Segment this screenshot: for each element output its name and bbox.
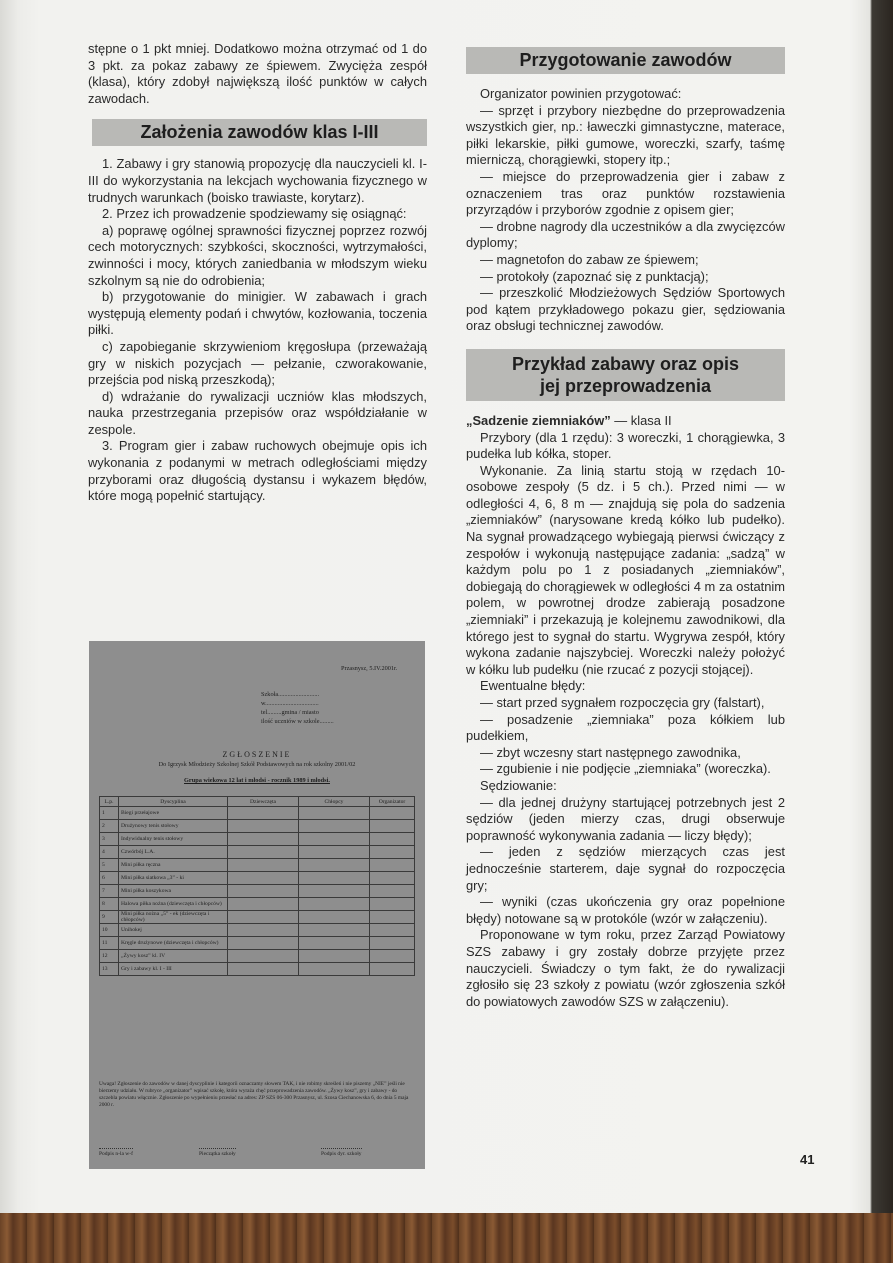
form-field: ilość uczniów w szkole......... <box>261 718 334 725</box>
cell-no: 11 <box>100 937 119 950</box>
cell-discipline: Mini piłka nożna „5” - ek (dziewczęta i chłopców) <box>119 911 228 924</box>
organizer-item: — magnetofon do zabaw ze śpiewem; <box>480 251 699 267</box>
table-row <box>100 846 415 859</box>
cell-discipline: Mini piłka koszykowa <box>119 885 228 898</box>
cell-no: 12 <box>100 950 119 963</box>
cell-no: 4 <box>100 846 119 859</box>
form-school-stamp: Pieczątka szkoły <box>199 1148 236 1158</box>
form-field: w.................................. <box>261 700 319 707</box>
cell-discipline: Halowa piłka nożna (dziewczęta i chłopców) <box>119 898 228 911</box>
intro-paragraph: stępne o 1 pkt mniej. Dodatkowo można otrzymać od 1 do 3 pkt. za pokaz zabawy ze śpiewem. Zwycięża zespół (klasa), który zdobył największą ilość punktów w całych zawodach. <box>88 41 427 106</box>
cell-no: 6 <box>100 872 119 885</box>
left-column <box>88 41 427 505</box>
table-row <box>100 833 415 846</box>
game-paragraph: — dla jednej drużyny startującej potrzebnych jest 2 sędziów (jeden mierzy czas, drugi obserwuje poprawność wykonywania zadania — liczy błędy); <box>466 794 785 843</box>
table-row <box>100 872 415 885</box>
table-row <box>100 937 415 950</box>
cell-no: 13 <box>100 963 119 976</box>
table-row <box>100 924 415 937</box>
wooden-table-edge <box>0 1213 893 1263</box>
table-row <box>100 898 415 911</box>
cell-discipline: Gry i zabawy kl. I - III <box>119 963 228 976</box>
form-title: ZGŁOSZENIE <box>222 750 292 759</box>
form-table-header <box>100 797 415 807</box>
form-signature-teacher: Podpis n-la w-f <box>99 1148 133 1158</box>
cell-discipline: Kręgle drużynowe (dziewczęta i chłopców) <box>119 937 228 950</box>
preparation-heading: Przygotowanie zawodów <box>466 47 785 74</box>
cell-discipline: Unihokej <box>119 924 228 937</box>
cell-discipline: Biegi przełajowe <box>119 807 228 820</box>
game-paragraph: — zgubienie i nie podjęcie „ziemniaka” (woreczka). <box>480 761 771 777</box>
form-age-group: Grupa wiekowa 12 lat i młodsi - rocznik 1989 i młodsi. <box>184 777 330 784</box>
form-subtitle: Do Igrzysk Młodzieży Szkolnej Szkół Podstawowych na rok szkolny 2001/02 <box>158 761 356 768</box>
game-paragraph: — zbyt wczesny start następnego zawodnika, <box>480 744 741 760</box>
form-field: Szkoła.......................... <box>261 691 320 698</box>
game-paragraph: Proponowane w tym roku, przez Zarząd Powiatowy SZS zabawy i gry zostały dobrze przyjęte przez nauczycieli. Świadczy o tym fakt, że do rywalizacji zgłosiło się 23 szkoły z powiatu (wzór zgłoszenia szkół do powiatowych zawodów SZS w załączeniu). <box>466 927 785 1009</box>
col-header: L.p. <box>100 797 119 807</box>
entry-form-scan <box>89 641 425 1169</box>
assumption-paragraph: d) wdrażanie do rywalizacji uczniów klas młodszych, nauka przestrzegania przepisów oraz współdziałanie w zespole. <box>88 388 427 437</box>
cell-discipline: Mini piłka siatkowa „3” - ki <box>119 872 228 885</box>
game-paragraph: Przybory (dla 1 rzędu): 3 woreczki, 1 chorągiewka, 3 pudełka lub kółka, stoper. <box>466 429 785 462</box>
game-title-line <box>466 413 785 430</box>
form-place-date: Przasnysz, 5.IV.2001r. <box>341 665 398 672</box>
assumption-paragraph: 3. Program gier i zabaw ruchowych obejmuje opis ich wykonania z podanymi w metrach odległościami między przyborami oraz długością dystansu i wykazem błędów, które mogą popełnić startujący. <box>88 438 427 504</box>
form-table <box>99 796 415 976</box>
form-notes: Uwaga! Zgłoszenie do zawodów w danej dyscyplinie i kategorii oznaczamy słowem TAK, i nie robimy skreśleń i nie piszemy „NIE” jeśli nie bierzemy udziału. W rubryce „organizator” wpisać szkołę, która wyraża chęć przeprowadzenia zawodów. „Żywy kosz”, gry i zabawy - do szczebla powiatu włącznie. Zgłoszenie po wypełnieniu przesłać na adres: ZP SZS 06-300 Przasnysz, ul. Szosa Ciechanowska 6, do dnia 5 maja 2000 r. <box>99 1081 409 1108</box>
cell-no: 10 <box>100 924 119 937</box>
cell-discipline: Indywidualny tenis stołowy <box>119 833 228 846</box>
table-row <box>100 885 415 898</box>
example-heading-line1: Przykład zabawy oraz opis <box>511 353 740 374</box>
table-row <box>100 859 415 872</box>
table-row <box>100 911 415 924</box>
cell-discipline: „Żywy kosz” kl. IV <box>119 950 228 963</box>
cell-no: 9 <box>100 911 119 924</box>
table-row <box>100 807 415 820</box>
col-header: Dyscyplina <box>119 797 228 807</box>
cell-no: 2 <box>100 820 119 833</box>
game-paragraph: — posadzenie „ziemniaka” poza kółkiem lub pudełkiem, <box>466 711 785 744</box>
form-signature-director: Podpis dyr. szkoły <box>321 1148 362 1158</box>
cell-discipline: Drużynowy tenis stołowy <box>119 820 228 833</box>
cell-no: 1 <box>100 807 119 820</box>
assumption-paragraph: c) zapobieganie skrzywieniom kręgosłupa (przeważają gry w niskich pozycjach — pełzanie, czworakowanie, przejścia pod niską przeszkodą); <box>88 338 427 388</box>
cell-discipline: Czwórbój L.A. <box>119 846 228 859</box>
game-class: — klasa II <box>610 412 672 428</box>
game-title: „Sadzenie ziemniaków” <box>466 412 611 428</box>
cell-no: 7 <box>100 885 119 898</box>
cell-discipline: Mini piłka ręczna <box>119 859 228 872</box>
example-heading-line2: jej przeprowadzenia <box>539 375 712 396</box>
col-header: Organizator <box>370 797 415 807</box>
game-paragraph: — wyniki (czas ukończenia gry oraz popełnione błędy) notowane są w protokóle (wzór w załączeniu). <box>466 894 785 926</box>
table-row <box>100 963 415 976</box>
cell-no: 3 <box>100 833 119 846</box>
right-column <box>466 41 785 1010</box>
cell-no: 5 <box>100 859 119 872</box>
game-paragraph: Wykonanie. Za linią startu stoją w rzędach 10-osobowe zespoły (5 dz. i 5 ch.). Przed nimi — w odległości 4, 6, 8 m — znajdują się pola do sadzenia „ziemniaków” (narysowane kredą kółko lub pudełko). Na sygnał prowadzącego wybiegają pierwsi ćwiczący z zespołów i wykonują następujące zadania: „sadzą” w każdym polu po 1 z posiadanych „ziemniaków”, dobiegają do chorągiewek w odległości 4 m za ostatnim polem, w powrotnej drodze zabierają posadzone „ziemniaki” i przekazują je kolejnemu zawodnikowi, dla którego jest to sygnał do startu. Wygrywa zespół, który wykona zadanie najszybciej. Woreczki należy położyć w kółku lub pudełku (nie rzucać z pozycji stojącej). <box>466 462 785 677</box>
organizer-item: — przeszkolić Młodzieżowych Sędziów Sportowych pod kątem przykładowego pokazu gier, sędziowania oraz obsługi technicznej zawodów. <box>466 285 785 334</box>
organizer-item: — protokoły (zapoznać się z punktacją); <box>480 268 709 284</box>
example-heading <box>466 349 785 401</box>
assumption-paragraph: b) przygotowanie do minigier. W zabawach i grach występują elementy podań i chwytów, kozłowania, toczenia piłki. <box>88 289 427 338</box>
assumption-paragraph: 1. Zabawy i gry stanowią propozycję dla nauczycieli kl. I-III do wykorzystania na lekcjach wychowania fizycznego w trudnych warunkach (boisko trawiaste, korytarz). <box>88 156 427 205</box>
cell-no: 8 <box>100 898 119 911</box>
game-paragraph: — start przed sygnałem rozpoczęcia gry (falstart), <box>480 695 765 710</box>
game-paragraph: Sędziowanie: <box>480 777 557 793</box>
assumption-paragraph: a) poprawę ogólnej sprawności fizycznej poprzez rozwój cech motorycznych: szybkości, skoczności, wytrzymałości, zwinności i mocy, których zaniedbania w młodszym wieku szkolnym są nie do odrobienia; <box>88 222 427 288</box>
page-number: 41 <box>800 1152 815 1167</box>
organizer-intro: Organizator powinien przygotować: <box>480 86 682 101</box>
organizer-item: — sprzęt i przybory niezbędne do przeprowadzenia wszystkich gier, np.: ławeczki gimnastyczne, materace, piłki lekarskie, piłki gumowe, woreczki, szarfy, taśmę mierniczą, chorągiewki, stopery itp.; <box>466 102 785 168</box>
col-header: Chłopcy <box>299 797 370 807</box>
assumption-paragraph: 2. Przez ich prowadzenie spodziewamy się osiągnąć: <box>102 206 407 222</box>
col-header: Dziewczęta <box>228 797 299 807</box>
organizer-item: — drobne nagrody dla uczestników a dla zwycięzców dyplomy; <box>466 218 785 251</box>
assumptions-heading: Założenia zawodów klas I-III <box>92 119 427 146</box>
organizer-item: — miejsce do przeprowadzenia gier i zabaw z oznaczeniem tras oraz punktów rozstawienia przyrządów i przyborów zgodnie z opisem gier; <box>466 168 785 218</box>
table-row <box>100 950 415 963</box>
form-field: tel.........gmina / miasto <box>261 709 319 716</box>
table-row <box>100 820 415 833</box>
game-paragraph: Ewentualne błędy: <box>480 678 586 694</box>
game-paragraph: — jeden z sędziów mierzących czas jest jednocześnie starterem, daje sygnał do rozpoczęcia gry; <box>466 844 785 893</box>
